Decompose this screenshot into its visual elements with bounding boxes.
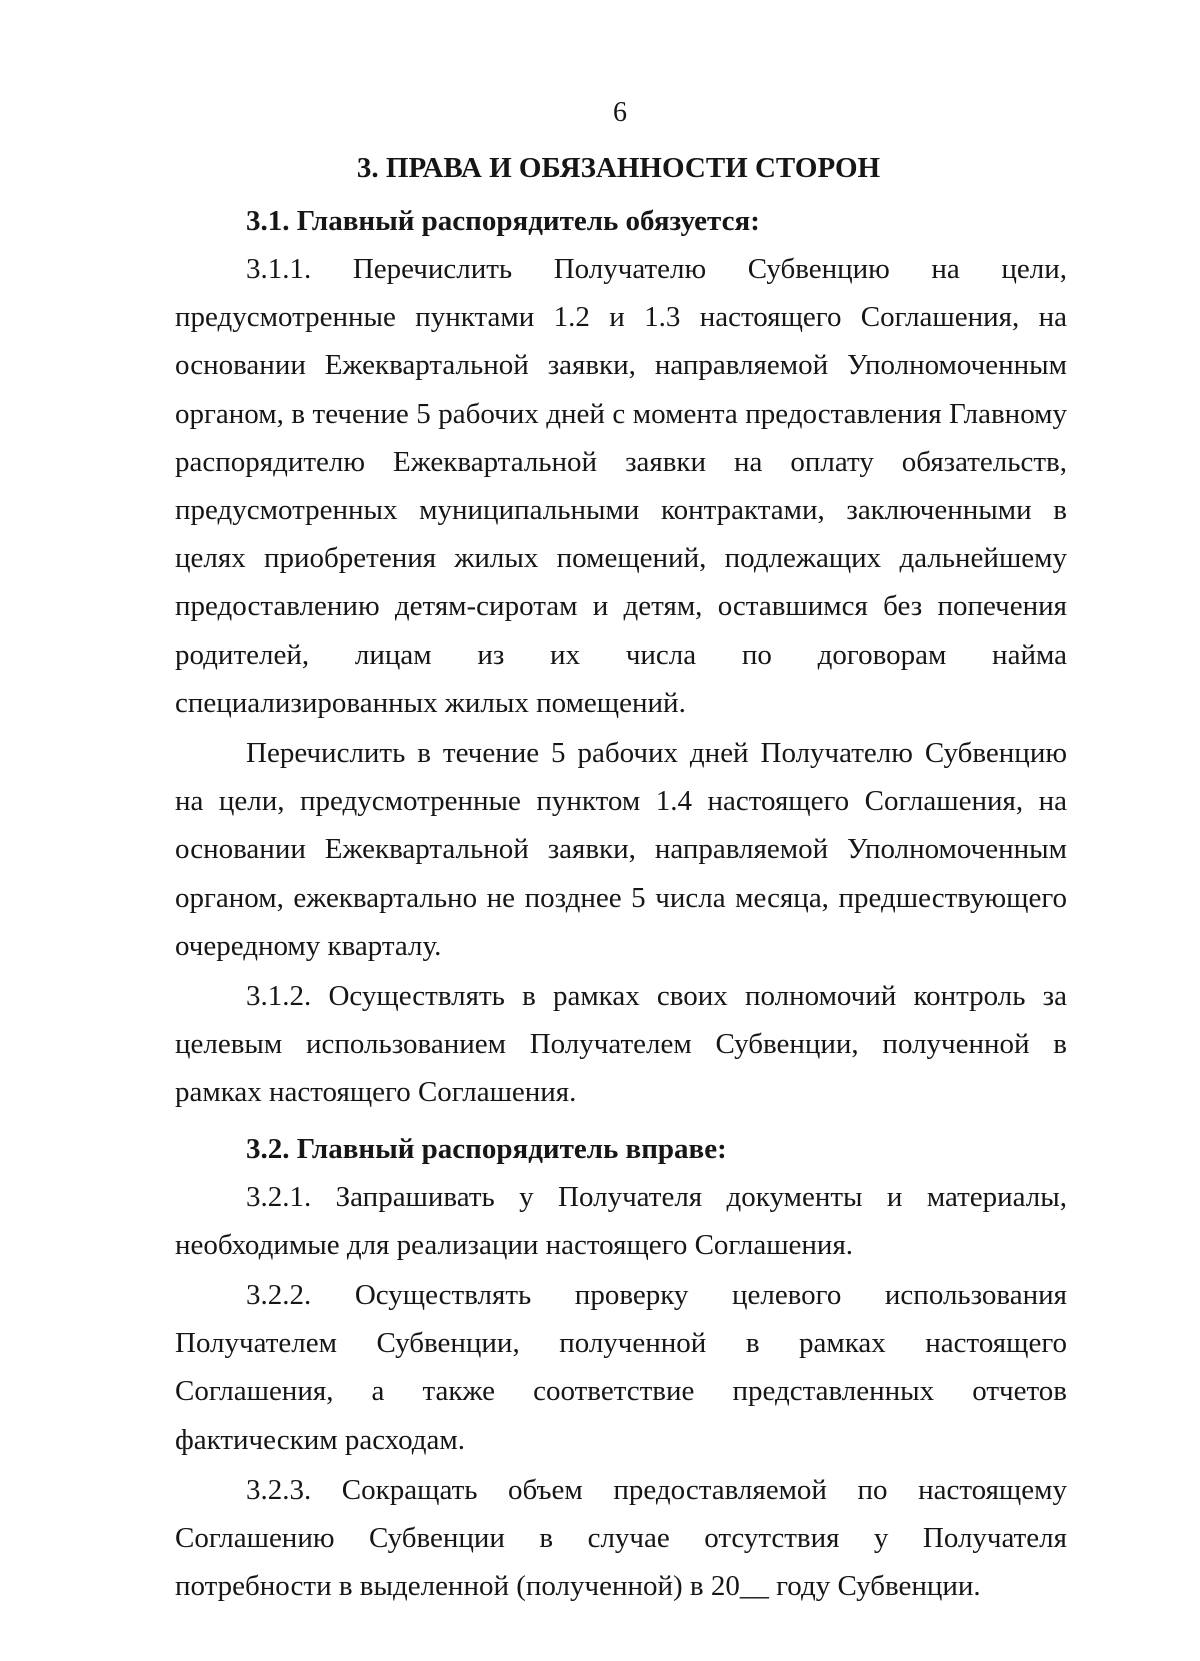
paragraph-3-2-3: 3.2.3. Сокращать объем предоставляемой по настоящему Соглашению Субвенции в случае отсутствия у Получателя потребности в выделенной (полученной) в 20__ году Субвенции. bbox=[175, 1473, 1067, 1603]
document-body bbox=[175, 197, 1067, 1610]
subsection-heading-3-1: 3.1. Главный распорядитель обязуется: bbox=[246, 205, 760, 237]
paragraph-3-1-2: 3.1.2. Осуществлять в рамках своих полномочий контроль за целевым использованием Получателем Субвенции, полученной в рамках настоящего Соглашения. bbox=[175, 980, 1067, 1109]
paragraph-3-1-1-transfer: Перечислить в течение 5 рабочих дней Получателю Субвенцию на цели, предусмотренные пунктом 1.4 настоящего Соглашения, на основании Ежеквартальной заявки, направляемой Уполномоченным органом, ежеквартально не позднее 5 числа месяца, предшествующего очередному кварталу. bbox=[175, 737, 1067, 962]
page-number: 6 bbox=[613, 97, 627, 128]
paragraph-3-2-1: 3.2.1. Запрашивать у Получателя документы и материалы, необходимые для реализации настоящего Соглашения. bbox=[175, 1180, 1067, 1261]
paragraph-3-1-1: 3.1.1. Перечислить Получателю Субвенцию на цели, предусмотренные пунктами 1.2 и 1.3 настоящего Соглашения, на основании Ежеквартальной заявки, направляемой Уполномоченным органом, в течение 5 рабочих дней с момента предоставления Главному распорядителю Ежеквартальной заявки на оплату обязательств, предусмотренных муниципальными контрактами, заключенными в целях приобретения жилых помещений, подлежащих дальнейшему предоставлению детям-сиротам и детям, оставшимся без попечения родителей, лицам из их числа по договорам найма специализированных жилых помещений. bbox=[175, 253, 1067, 719]
subsection-heading-3-2: 3.2. Главный распорядитель вправе: bbox=[246, 1132, 727, 1165]
paragraph-3-2-2: 3.2.2. Осуществлять проверку целевого использования Получателем Субвенции, полученной в рамках настоящего Соглашения, а также соответствие представленных отчетов фактическим расходам. bbox=[175, 1279, 1067, 1456]
section-title: 3. ПРАВА И ОБЯЗАННОСТИ СТОРОН bbox=[356, 152, 881, 184]
